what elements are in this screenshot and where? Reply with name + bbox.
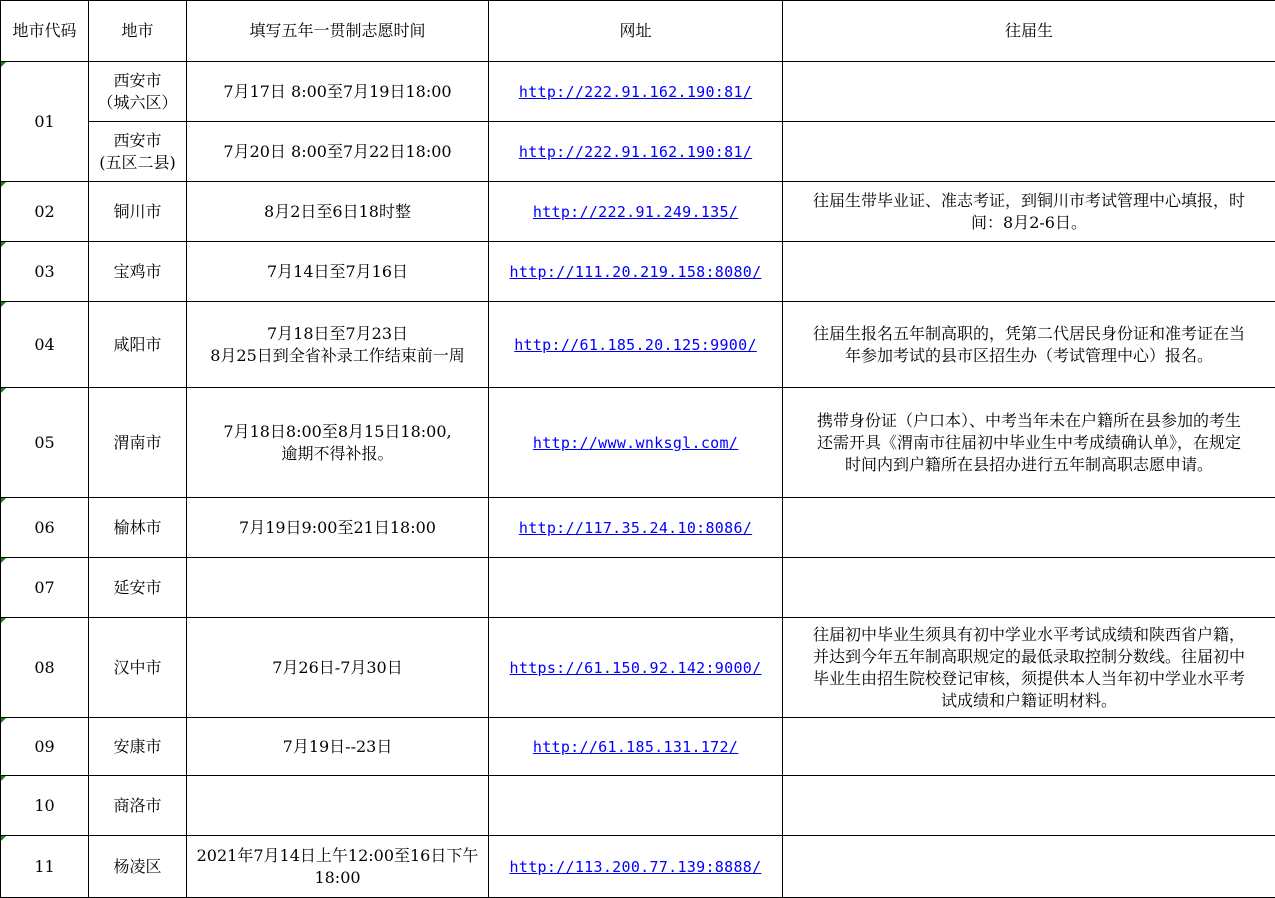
- time-cell: 7月14日至7月16日: [187, 242, 489, 302]
- code-cell: 01: [1, 62, 89, 182]
- table-row: [1, 836, 1275, 898]
- table-row: [1, 62, 1275, 122]
- header-row: [1, 1, 1275, 62]
- code-cell: 03: [1, 242, 89, 302]
- table-row: [1, 182, 1275, 242]
- comment-marker-icon: [1, 776, 6, 781]
- city-cell: 西安市 （城六区）: [89, 62, 187, 122]
- header-time: 填写五年一贯制志愿时间: [187, 1, 489, 62]
- comment-marker-icon: [1, 836, 6, 841]
- table-row: [1, 122, 1275, 182]
- header-code: 地市代码: [1, 1, 89, 62]
- city-cell: 商洛市: [89, 776, 187, 836]
- note-cell: [783, 718, 1275, 776]
- url-link[interactable]: https://61.150.92.142:9000/: [510, 659, 762, 677]
- url-link[interactable]: http://222.91.162.190:81/: [519, 143, 752, 161]
- city-cell: 宝鸡市: [89, 242, 187, 302]
- time-cell: 7月18日8:00至8月15日18:00, 逾期不得补报。: [187, 388, 489, 498]
- url-cell: [489, 302, 783, 388]
- city-cell: 榆林市: [89, 498, 187, 558]
- time-cell: [187, 558, 489, 618]
- code-cell: 07: [1, 558, 89, 618]
- city-cell: 杨凌区: [89, 836, 187, 898]
- note-cell: [783, 558, 1275, 618]
- url-cell: [489, 182, 783, 242]
- url-cell: [489, 388, 783, 498]
- code-cell: 02: [1, 182, 89, 242]
- table-row: [1, 498, 1275, 558]
- comment-marker-icon: [1, 498, 6, 503]
- city-cell: 咸阳市: [89, 302, 187, 388]
- url-link[interactable]: http://113.200.77.139:8888/: [510, 858, 762, 876]
- code-cell: 10: [1, 776, 89, 836]
- note-cell: 往届生带毕业证、准志考证，到铜川市考试管理中心填报，时 间：8月2-6日。: [783, 182, 1275, 242]
- code-cell: 04: [1, 302, 89, 388]
- time-cell: 7月20日 8:00至7月22日18:00: [187, 122, 489, 182]
- header-note: 往届生: [783, 1, 1275, 62]
- note-cell: 往届初中毕业生须具有初中学业水平考试成绩和陕西省户籍， 并达到今年五年制高职规定的最低录取控制分数线。往届初中 毕业生由招生院校登记审核，须提供本人当年初中学业水平考 试成绩和户籍证明材料。: [783, 618, 1275, 718]
- url-cell: [489, 836, 783, 898]
- table-row: [1, 718, 1275, 776]
- header-url: 网址: [489, 1, 783, 62]
- city-cell: 渭南市: [89, 388, 187, 498]
- url-link[interactable]: http://222.91.249.135/: [533, 203, 738, 221]
- url-link[interactable]: http://222.91.162.190:81/: [519, 83, 752, 101]
- url-cell: [489, 718, 783, 776]
- url-link[interactable]: http://111.20.219.158:8080/: [510, 263, 762, 281]
- comment-marker-icon: [1, 302, 6, 307]
- note-cell: [783, 242, 1275, 302]
- comment-marker-icon: [1, 182, 6, 187]
- header-city: 地市: [89, 1, 187, 62]
- code-cell: 11: [1, 836, 89, 898]
- url-link[interactable]: http://117.35.24.10:8086/: [519, 519, 752, 537]
- time-cell: 7月17日 8:00至7月19日18:00: [187, 62, 489, 122]
- table-row: [1, 302, 1275, 388]
- code-cell: 06: [1, 498, 89, 558]
- city-cell: 汉中市: [89, 618, 187, 718]
- comment-marker-icon: [1, 558, 6, 563]
- url-cell: [489, 618, 783, 718]
- table-row: [1, 618, 1275, 718]
- url-link[interactable]: http://www.wnksgl.com/: [533, 434, 738, 452]
- note-cell: [783, 62, 1275, 122]
- comment-marker-icon: [1, 718, 6, 723]
- city-cell: 安康市: [89, 718, 187, 776]
- time-cell: 7月26日-7月30日: [187, 618, 489, 718]
- time-cell: 7月18日至7月23日 8月25日到全省补录工作结束前一周: [187, 302, 489, 388]
- comment-marker-icon: [1, 62, 6, 67]
- comment-marker-icon: [1, 242, 6, 247]
- time-cell: 7月19日9:00至21日18:00: [187, 498, 489, 558]
- url-cell: [489, 122, 783, 182]
- note-cell: 携带身份证（户口本）、中考当年未在户籍所在县参加的考生 还需开具《渭南市往届初中毕业生中考成绩确认单》，在规定 时间内到户籍所在县招办进行五年制高职志愿申请。: [783, 388, 1275, 498]
- note-cell: [783, 776, 1275, 836]
- city-cell: 西安市 (五区二县): [89, 122, 187, 182]
- code-cell: 08: [1, 618, 89, 718]
- time-cell: 7月19日--23日: [187, 718, 489, 776]
- url-cell: [489, 498, 783, 558]
- url-cell: [489, 62, 783, 122]
- code-cell: 05: [1, 388, 89, 498]
- note-cell: [783, 498, 1275, 558]
- time-cell: 2021年7月14日上午12:00至16日下午 18:00: [187, 836, 489, 898]
- note-cell: [783, 122, 1275, 182]
- table-row: [1, 388, 1275, 498]
- table-row: [1, 242, 1275, 302]
- note-cell: [783, 836, 1275, 898]
- note-cell: 往届生报名五年制高职的，凭第二代居民身份证和准考证在当 年参加考试的县市区招生办（考试管理中心）报名。: [783, 302, 1275, 388]
- comment-marker-icon: [1, 388, 6, 393]
- comment-marker-icon: [1, 618, 6, 623]
- code-cell: 09: [1, 718, 89, 776]
- url-cell: [489, 558, 783, 618]
- table-row: [1, 776, 1275, 836]
- city-cell: 延安市: [89, 558, 187, 618]
- url-cell: [489, 776, 783, 836]
- url-link[interactable]: http://61.185.20.125:9900/: [514, 336, 757, 354]
- city-cell: 铜川市: [89, 182, 187, 242]
- table-row: [1, 558, 1275, 618]
- url-cell: [489, 242, 783, 302]
- url-link[interactable]: http://61.185.131.172/: [533, 738, 738, 756]
- time-cell: [187, 776, 489, 836]
- time-cell: 8月2日至6日18时整: [187, 182, 489, 242]
